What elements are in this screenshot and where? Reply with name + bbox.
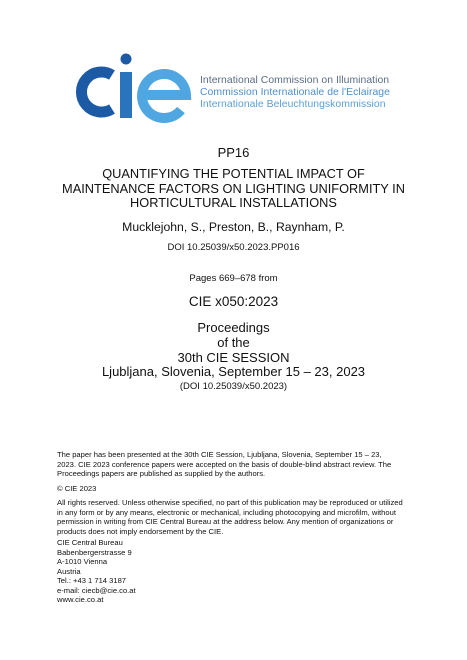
logo-letter-c <box>81 72 112 112</box>
rights-line: permission in writing from CIE Central Bureau at the address below. Any mention of organizations or <box>57 517 394 526</box>
title-line: QUANTIFYING THE POTENTIAL IMPACT OF <box>102 166 365 181</box>
email-link[interactable]: e-mail: ciecb@cie.co.at <box>57 585 136 595</box>
rights-line: products does not imply endorsement by the CIE. <box>57 526 224 536</box>
proceedings-line: Proceedings <box>197 320 270 335</box>
org-name-french: Commission Internationale de l'Eclairage <box>200 87 390 98</box>
org-name-english: International Commission on Illumination <box>200 75 390 86</box>
proceedings-doi: (DOI 10.25039/x50.2023) <box>179 381 288 392</box>
website-link[interactable]: www.cie.co.at <box>57 595 104 604</box>
rights-statement <box>57 498 427 536</box>
cie-logo <box>68 53 408 123</box>
cie-logo-mark <box>68 53 193 123</box>
proceedings-line: of the <box>217 334 250 350</box>
address-line: Babenbergerstrasse 9 <box>57 547 132 557</box>
address-line: Tel.: +43 1 714 3187 <box>57 576 127 585</box>
rights-line: All rights reserved. Unless otherwise specified, no part of this publication may be reproduced or utilized <box>57 498 403 507</box>
copyright-notice: © CIE 2023 <box>57 484 97 493</box>
proceedings-info <box>0 321 467 380</box>
cie-address <box>57 538 427 605</box>
org-names <box>200 75 390 111</box>
note-line: The paper has been presented at the 30th CIE Session, Ljubljana, Slovenia, September 15 – 23, <box>57 450 382 459</box>
logo-letter-e <box>142 74 186 118</box>
paper-authors: Mucklejohn, S., Preston, B., Raynham, P. <box>122 220 345 234</box>
address-line: CIE Central Bureau <box>57 538 123 547</box>
paper-code: PP16 <box>217 145 250 160</box>
logo-letter-i-stem <box>120 72 132 118</box>
paper-doi: DOI 10.25039/x50.2023.PP016 <box>167 242 300 253</box>
address-line: A-1010 Vienna <box>57 557 108 566</box>
note-line: 2023. CIE 2023 conference papers were accepted on the basis of double-blind abstract review. The <box>57 459 392 469</box>
presentation-note <box>57 450 427 479</box>
proceedings-line: Ljubljana, Slovenia, September 15 – 23, 2023 <box>101 364 366 380</box>
org-name-german: Internationale Beleuchtungskommission <box>200 99 386 110</box>
rights-line: in any form or by any means, electronic or mechanical, including photocopying and microfilm, without <box>57 507 396 517</box>
proceedings-line: 30th CIE SESSION <box>177 349 290 365</box>
title-line: HORTICULTURAL INSTALLATIONS <box>130 195 337 210</box>
proceedings-code: CIE x050:2023 <box>188 294 279 309</box>
logo-letter-i-dot <box>121 54 132 65</box>
paper-title <box>0 167 467 211</box>
address-line: Austria <box>57 566 81 576</box>
note-line: Proceedings papers are published as supplied by the authors. <box>57 469 266 478</box>
title-line: MAINTENANCE FACTORS ON LIGHTING UNIFORMITY IN <box>62 180 405 196</box>
paper-pages: Pages 669–678 from <box>189 273 278 284</box>
